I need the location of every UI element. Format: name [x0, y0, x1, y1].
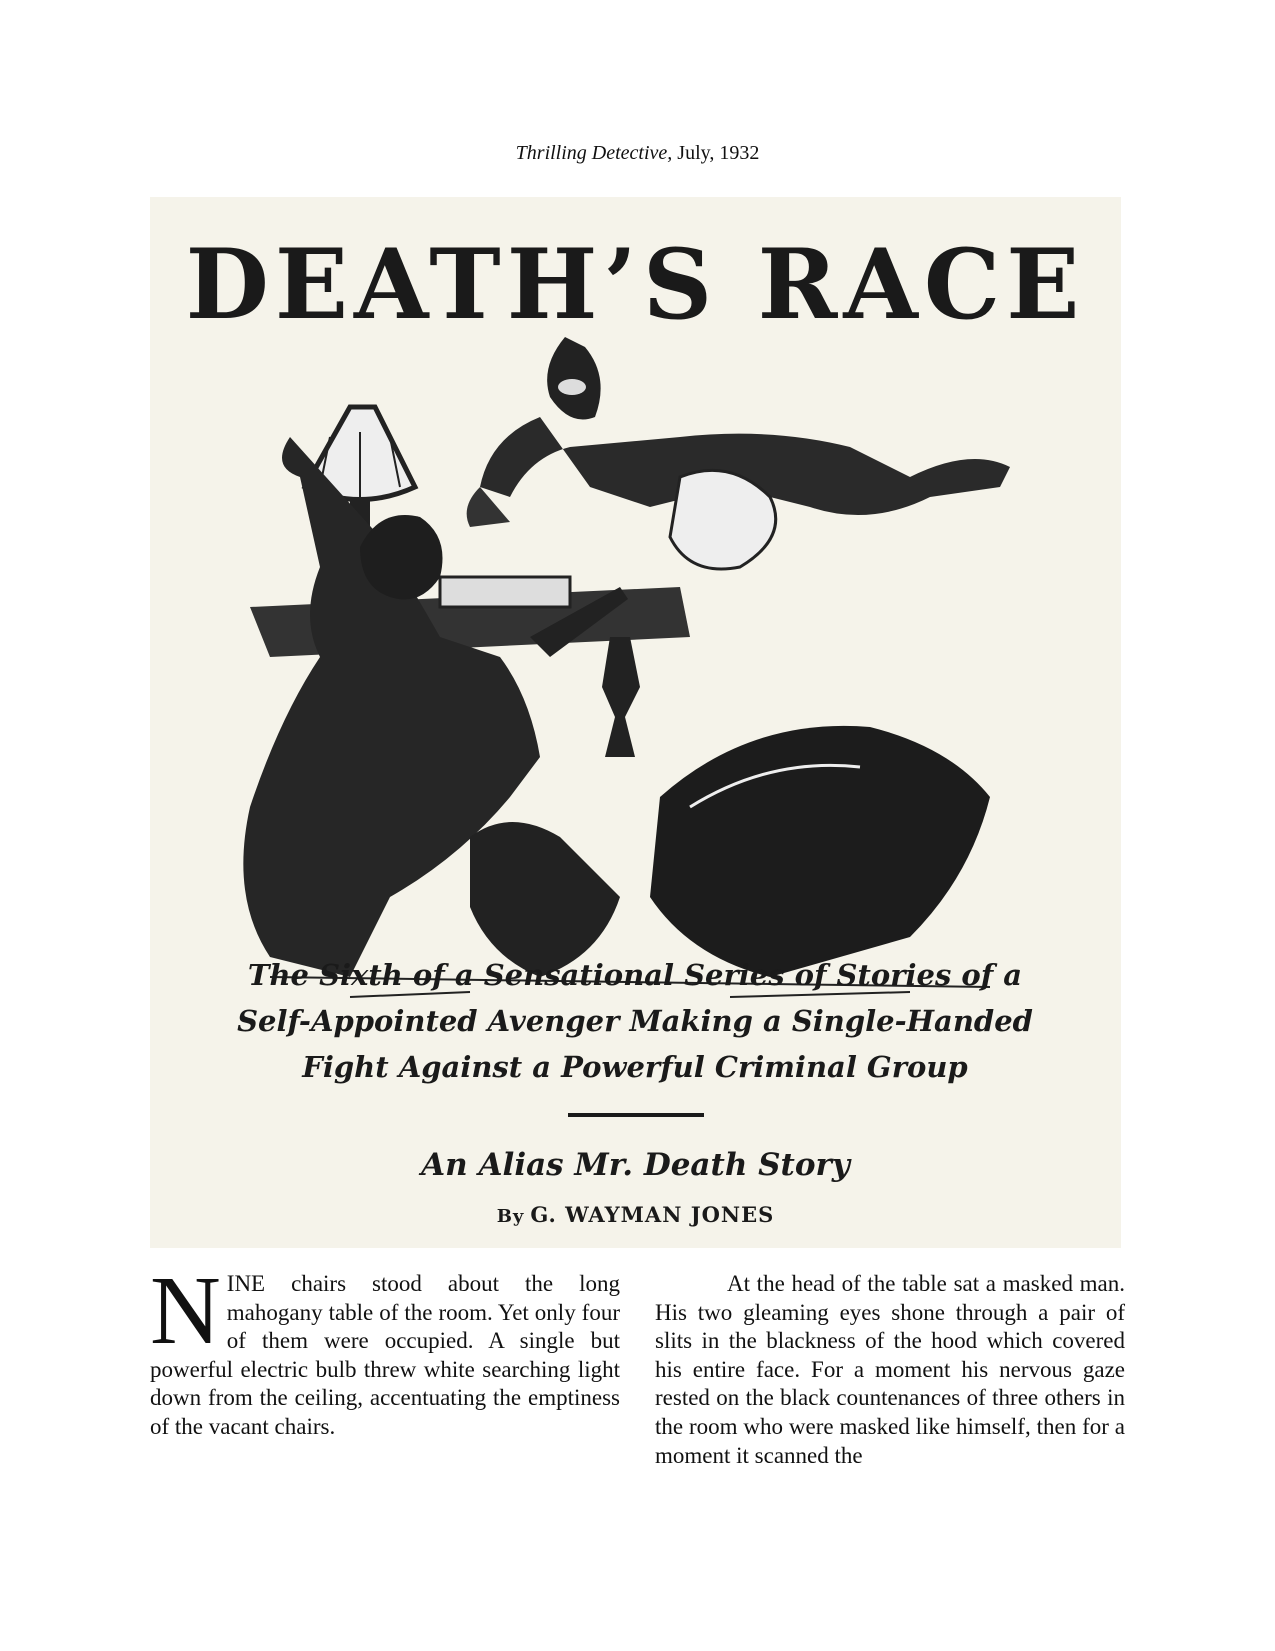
author-name: G. WAYMAN JONES: [530, 1202, 775, 1227]
tagline-line: The Sixth of a Sensational Series of Stories of a: [247, 958, 1023, 992]
issue-date: July, 1932: [672, 142, 760, 164]
series-line: An Alias Mr. Death Story: [421, 1147, 850, 1183]
tagline-line: Fight Against a Powerful Criminal Group: [302, 1050, 968, 1084]
running-header: [0, 142, 1275, 165]
story-tagline: [210, 952, 1060, 1090]
magazine-name: Thrilling Detective,: [515, 142, 673, 164]
byline-by: By: [496, 1206, 525, 1227]
paragraph-text: At the head of the table sat a masked man. His two gleaming eyes shone through a pair of slits in the blackness of the hood which covered his entire face. For a moment his nervous gaze rested on the black countenances of three others in the room who were masked like himself, then for a moment it scanned the: [655, 1271, 1125, 1468]
paragraph-text: INE chairs stood about the long mahogany table of the room. Yet only four of them were occupied. A single but powerful electric bulb threw white searching light down from the ceiling, accentuating the emptiness of the vacant chairs.: [150, 1271, 620, 1439]
divider-rule: [568, 1113, 704, 1117]
tagline-line: Self-Appointed Avenger Making a Single-Handed: [237, 1004, 1033, 1038]
drop-cap: N: [150, 1257, 221, 1365]
story-title: DEATH’S RACE: [185, 228, 1086, 341]
body-column-right: [655, 1270, 1125, 1470]
title-plate: [150, 197, 1121, 1248]
masked-figure-leaping: [467, 337, 1010, 569]
byline: [150, 1202, 1121, 1227]
body-column-left: [150, 1257, 620, 1442]
overturned-chair-shape: [470, 726, 990, 977]
